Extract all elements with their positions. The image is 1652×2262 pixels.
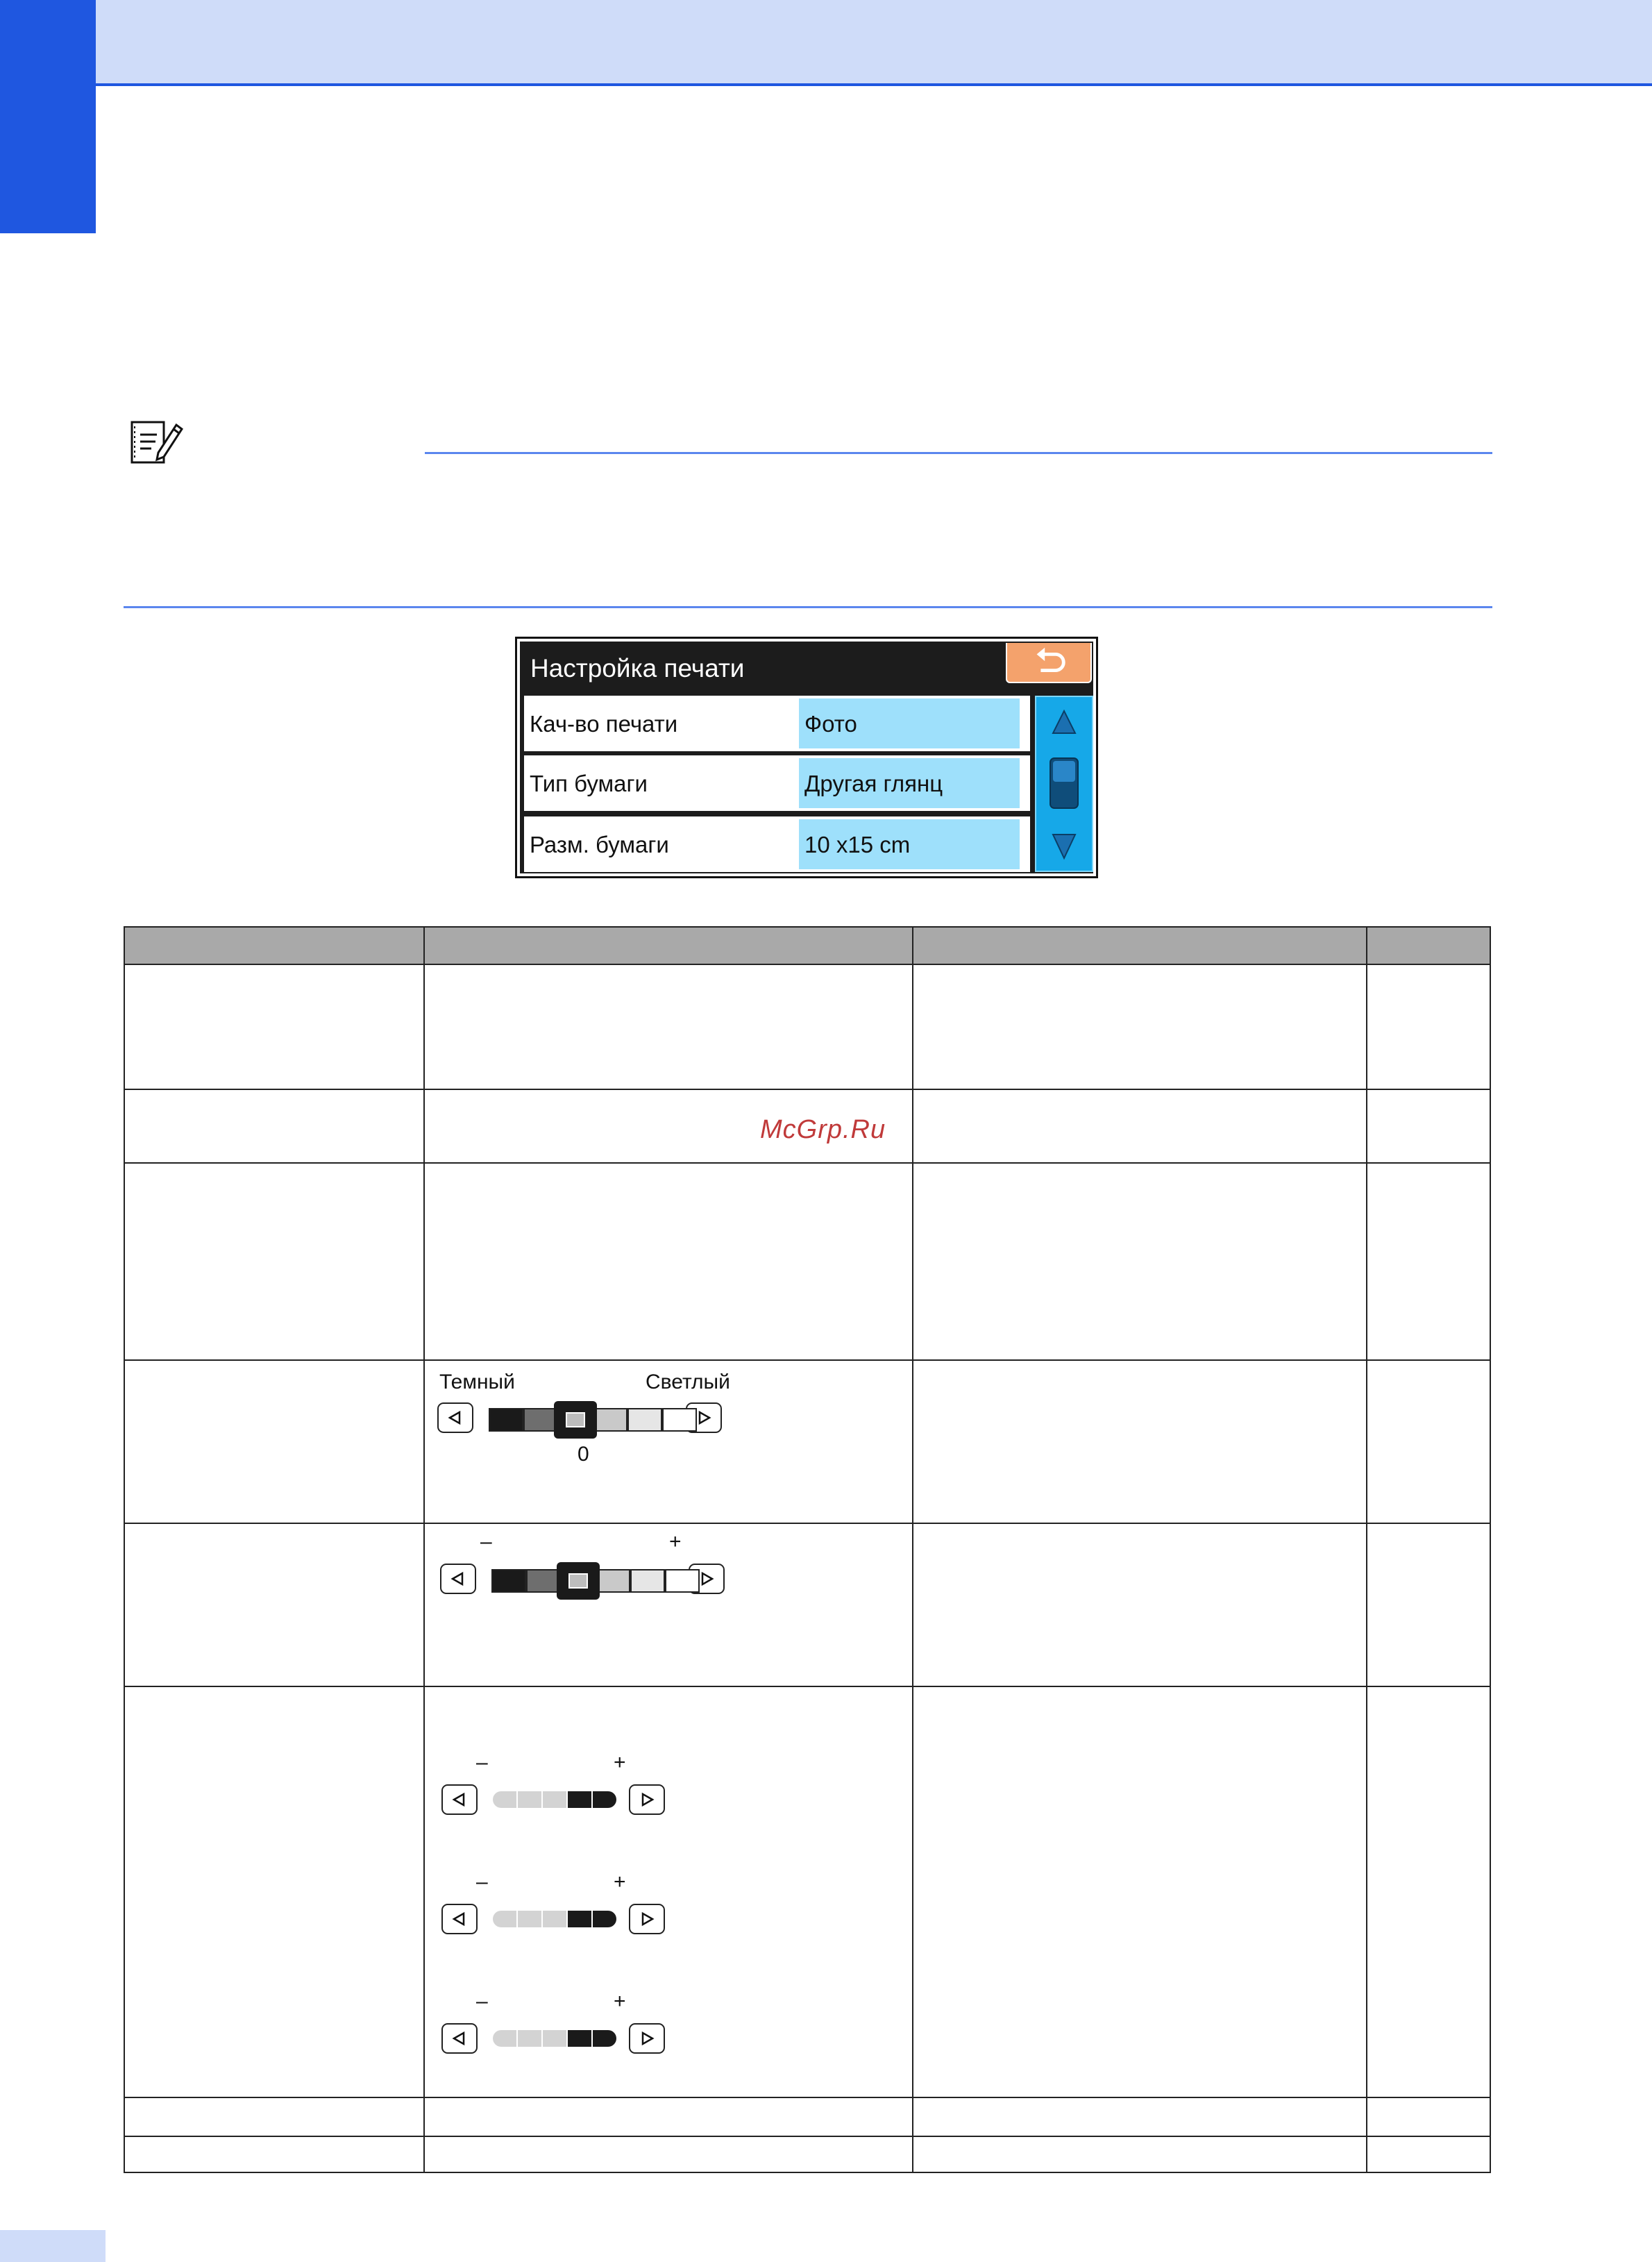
back-button[interactable] [1006, 643, 1092, 683]
chapter-tab [0, 0, 96, 233]
color-enhance-minus-label: – [476, 1870, 488, 1893]
brightness-value-label: 0 [578, 1443, 589, 1466]
triangle-left-icon [443, 1905, 476, 1933]
header-band [0, 0, 1652, 86]
triangle-left-icon [443, 2025, 476, 2052]
slider-segment [568, 1911, 591, 1927]
triangle-up-icon[interactable] [1053, 711, 1075, 733]
slider-segment [543, 2030, 566, 2047]
lcd-row-print-quality[interactable] [524, 696, 1030, 751]
slider-segment [630, 1569, 665, 1593]
color-enhance-plus-label: + [614, 1990, 626, 2013]
slider-segment [518, 1791, 541, 1808]
color-enhance-right-button[interactable] [629, 1904, 665, 1934]
color-enhance-left-button[interactable] [441, 1904, 478, 1934]
lcd-title: Настройка печати [530, 654, 745, 682]
brightness-dark-label: Темный [439, 1371, 515, 1393]
lcd-panel [520, 642, 1093, 873]
footer-tab [0, 2230, 106, 2262]
slider-segment [491, 1569, 526, 1593]
settings-table [124, 926, 1491, 2173]
slider-segment [518, 1911, 541, 1927]
lcd-row-value[interactable]: Другая глянц [799, 758, 1020, 808]
triangle-left-icon [443, 1786, 476, 1813]
color-enhance-right-button[interactable] [629, 2023, 665, 2054]
slider-segment [526, 1569, 561, 1593]
slider-segment [665, 1569, 700, 1593]
color-enhance-plus-label: + [614, 1751, 626, 1774]
brightness-light-label: Светлый [646, 1371, 730, 1393]
lcd-row-paper-size[interactable] [524, 816, 1030, 872]
slider-segment [593, 1791, 616, 1808]
lcd-scrollbar[interactable] [1035, 696, 1093, 872]
slider-segment [493, 1791, 516, 1808]
contrast-plus-label: + [669, 1530, 682, 1553]
slider-segment [593, 1911, 616, 1927]
watermark: McGrp.Ru [760, 1115, 886, 1144]
color-enhance-minus-label: – [476, 1751, 488, 1774]
triangle-left-icon [439, 1404, 472, 1432]
lcd-row-label: Разм. бумаги [530, 832, 669, 857]
slider-segment [593, 1408, 627, 1432]
brightness-left-button[interactable] [437, 1402, 473, 1433]
slider-segment [518, 2030, 541, 2047]
slider-segment [543, 1791, 566, 1808]
color-enhance-plus-label: + [614, 1870, 626, 1893]
table-header-row [124, 926, 1491, 965]
note-rule-top [425, 452, 1492, 454]
slider-segment [568, 1791, 591, 1808]
slider-segment [489, 1408, 523, 1432]
color-enhance-left-button[interactable] [441, 1784, 478, 1815]
back-arrow-icon [1007, 643, 1090, 682]
triangle-right-icon [630, 1786, 664, 1813]
lcd-screen [515, 637, 1098, 878]
slider-segment [493, 1911, 516, 1927]
slider-segment [662, 1408, 697, 1432]
note-pencil-icon [128, 415, 183, 471]
slider-segment [593, 2030, 616, 2047]
slider-knob[interactable] [554, 1401, 597, 1439]
triangle-right-icon [630, 1905, 664, 1933]
lcd-row-paper-type[interactable] [524, 755, 1030, 811]
lcd-row-value[interactable]: Фото [799, 698, 1020, 748]
slider-knob[interactable] [557, 1562, 600, 1600]
slider-segment [543, 1911, 566, 1927]
color-enhance-left-button[interactable] [441, 2023, 478, 2054]
lcd-row-label: Тип бумаги [530, 771, 648, 796]
note-rule-bottom [124, 606, 1492, 608]
slider-segment [627, 1408, 662, 1432]
color-enhance-right-button[interactable] [629, 1784, 665, 1815]
triangle-down-icon[interactable] [1053, 835, 1075, 858]
contrast-left-button[interactable] [440, 1564, 476, 1594]
lcd-row-label: Кач-во печати [530, 711, 678, 737]
slider-segment [568, 2030, 591, 2047]
slider-segment [596, 1569, 630, 1593]
slider-segment [523, 1408, 558, 1432]
triangle-right-icon [630, 2025, 664, 2052]
lcd-row-value[interactable]: 10 x15 cm [799, 819, 1020, 869]
contrast-minus-label: – [480, 1530, 492, 1553]
triangle-left-icon [441, 1565, 475, 1593]
color-enhance-minus-label: – [476, 1990, 488, 2013]
slider-segment [493, 2030, 516, 2047]
